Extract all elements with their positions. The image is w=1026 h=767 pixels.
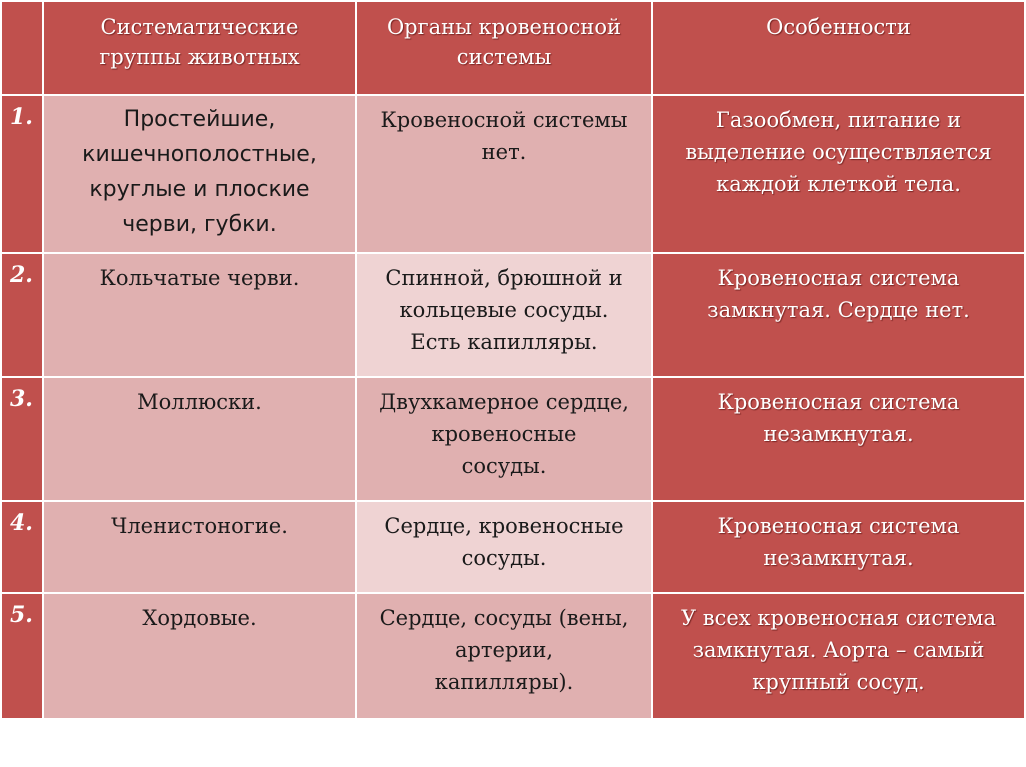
header-text-line: Систематические xyxy=(100,15,299,39)
animal-group-cell xyxy=(43,501,356,593)
cell-text-line: артерии, xyxy=(454,638,554,662)
cell-text-line: Спинной, брюшной и xyxy=(385,266,623,290)
header-text-line: Органы кровеносной xyxy=(386,15,622,39)
organs-cell xyxy=(356,95,652,253)
header-number-cell xyxy=(1,1,43,95)
organs-cell xyxy=(356,377,652,501)
cell-text-line: Членистоногие. xyxy=(111,514,288,538)
cell-text-line: Газообмен, питание и xyxy=(715,108,962,132)
features-cell xyxy=(652,95,1025,253)
features-cell xyxy=(652,501,1025,593)
cell-text-line: незамкнутая. xyxy=(763,422,914,446)
header-text-line: группы животных xyxy=(99,45,300,69)
row-number: 5. xyxy=(1,593,43,719)
cell-text-line: Кровеносная система xyxy=(717,266,960,290)
organs-cell xyxy=(356,253,652,377)
cell-text-line: незамкнутая. xyxy=(763,546,914,570)
cell-text-line: замкнутая. Аорта – самый xyxy=(692,638,985,662)
animal-group-cell xyxy=(43,253,356,377)
header-organs xyxy=(356,1,652,95)
table-row xyxy=(1,377,1025,501)
cell-text-line: кольцевые сосуды. xyxy=(399,298,609,322)
cell-text-line: Двухкамерное сердце, xyxy=(379,390,629,414)
cell-text-line: кишечнополостные, xyxy=(82,142,317,167)
cell-text-line: крупный сосуд. xyxy=(752,670,925,694)
organs-cell xyxy=(356,501,652,593)
table-row xyxy=(1,593,1025,719)
features-cell xyxy=(652,593,1025,719)
table-row xyxy=(1,95,1025,253)
row-number: 2. xyxy=(1,253,43,377)
animal-group-cell xyxy=(43,593,356,719)
cell-text-line: Кольчатые черви. xyxy=(99,266,300,290)
cell-text-line: Кровеносной системы xyxy=(380,108,628,132)
header-row xyxy=(1,1,1025,95)
cell-text-line: Простейшие, xyxy=(123,107,276,132)
table-row xyxy=(1,253,1025,377)
cell-text-line: сосуды. xyxy=(461,546,547,570)
cell-text-line: сосуды. xyxy=(461,454,547,478)
header-animal-groups xyxy=(43,1,356,95)
cell-text-line: Сердце, сосуды (вены, xyxy=(379,606,629,630)
cell-text-line: У всех кровеносная система xyxy=(680,606,997,630)
cell-text-line: кровеносные xyxy=(431,422,577,446)
cell-text-line: выделение осуществляется xyxy=(685,140,992,164)
animal-group-cell xyxy=(43,95,356,253)
cell-text-line: замкнутая. Сердце нет. xyxy=(707,298,970,322)
header-features xyxy=(652,1,1025,95)
table-row xyxy=(1,501,1025,593)
cell-text-line: Сердце, кровеносные xyxy=(384,514,624,538)
cell-text-line: нет. xyxy=(481,140,527,164)
cell-text-line: Кровеносная система xyxy=(717,390,960,414)
cell-text-line: Хордовые. xyxy=(142,606,257,630)
header-text-line: системы xyxy=(456,45,552,69)
animal-group-cell xyxy=(43,377,356,501)
header-text-line: Особенности xyxy=(766,15,911,39)
cell-text-line: Кровеносная система xyxy=(717,514,960,538)
organs-cell xyxy=(356,593,652,719)
cell-text-line: Есть капилляры. xyxy=(410,330,598,354)
cell-text-line: капилляры). xyxy=(434,670,574,694)
cell-text-line: черви, губки. xyxy=(122,212,277,237)
row-number: 4. xyxy=(1,501,43,593)
row-number: 1. xyxy=(1,95,43,253)
row-number: 3. xyxy=(1,377,43,501)
cell-text-line: Моллюски. xyxy=(137,390,262,414)
cell-text-line: круглые и плоские xyxy=(89,177,310,202)
features-cell xyxy=(652,253,1025,377)
features-cell xyxy=(652,377,1025,501)
cell-text-line: каждой клеткой тела. xyxy=(716,172,961,196)
